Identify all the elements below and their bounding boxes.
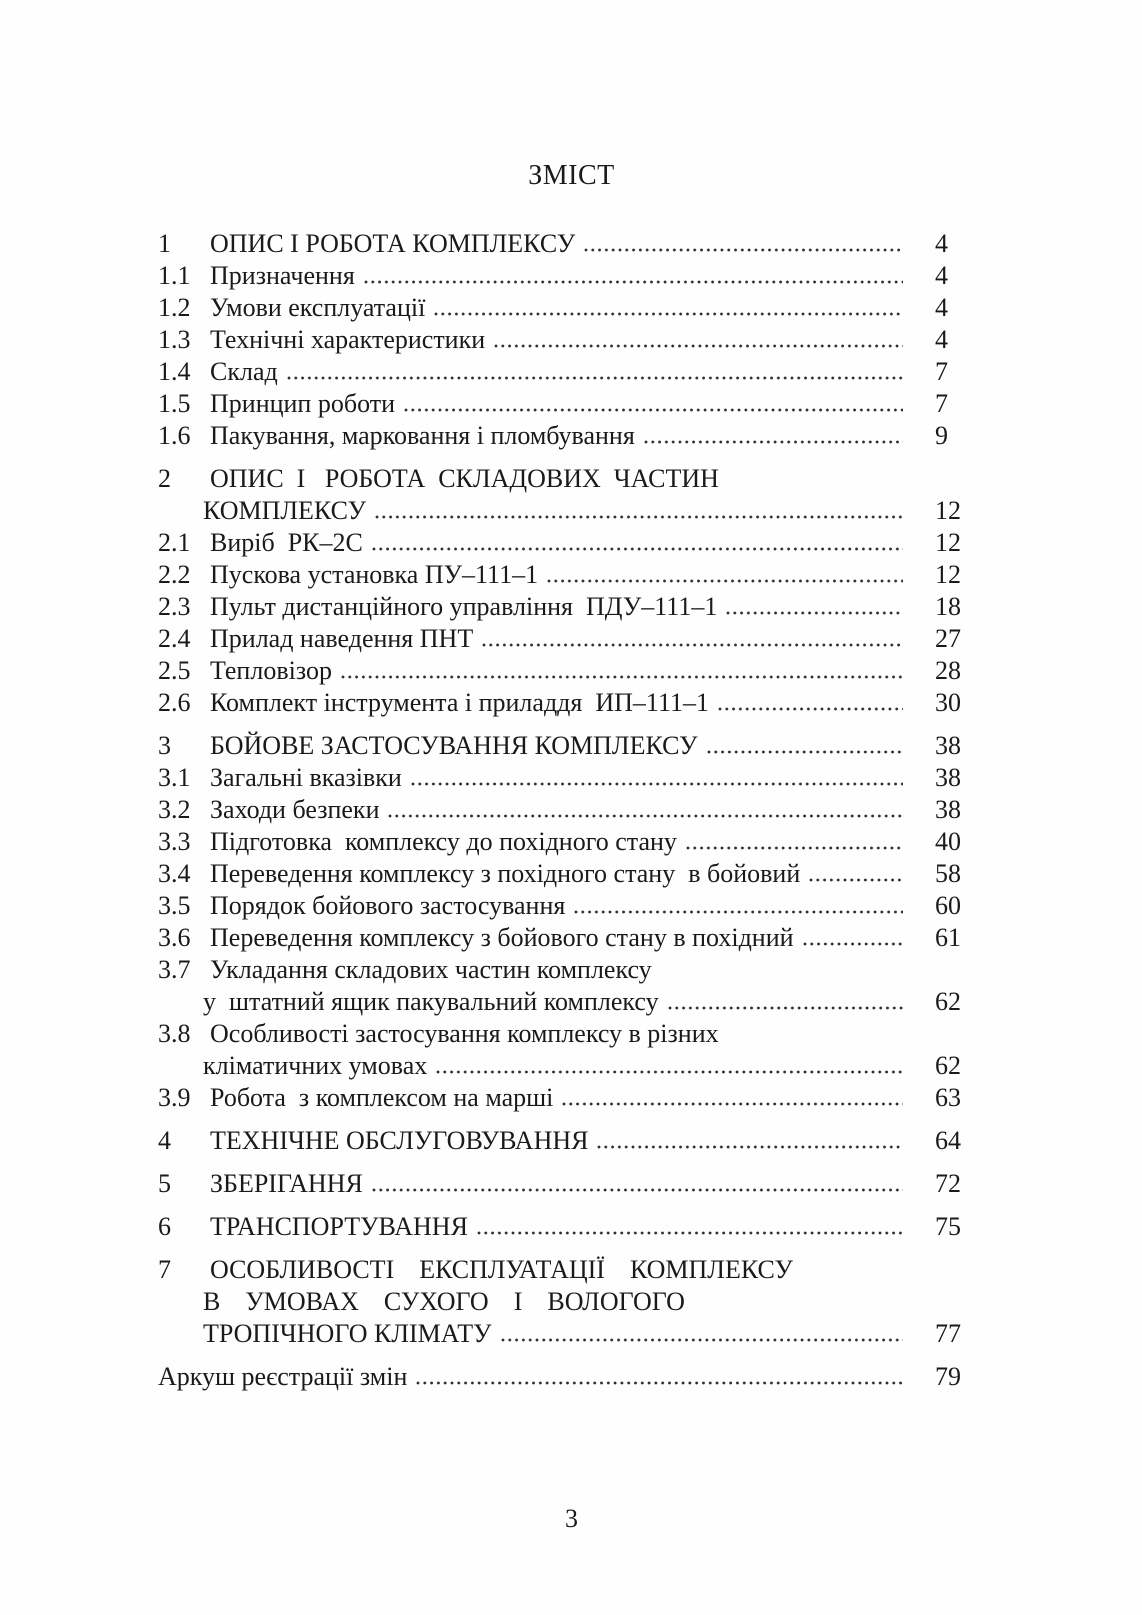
toc-entry-number: 1.6	[158, 421, 191, 450]
dot-leader	[494, 344, 903, 348]
toc-entry-title: ОСОБЛИВОСТІ ЕКСПЛУАТАЦІЇ КОМПЛЕКСУ	[210, 1255, 793, 1284]
toc-entry-page: 61	[935, 923, 961, 952]
toc-row-2-6	[158, 687, 985, 719]
toc-entry-page: 60	[935, 891, 961, 920]
toc-entry-number: 7	[158, 1255, 171, 1284]
toc-row-4	[158, 1125, 985, 1157]
toc-entry-page: 12	[935, 560, 961, 589]
toc-entry-page: 72	[935, 1169, 961, 1198]
toc-row-3-9	[158, 1082, 985, 1114]
toc-entry-number: 1.3	[158, 325, 191, 354]
dot-leader	[416, 1381, 903, 1385]
toc-entry-number: 1.1	[158, 261, 191, 290]
toc-entry-number: 3.6	[158, 923, 191, 952]
toc-entry-page: 4	[935, 293, 948, 322]
toc-row-1-3	[158, 324, 985, 356]
toc-entry-page: 38	[935, 795, 961, 824]
table-of-contents	[158, 228, 985, 1393]
toc-entry-title: ЗБЕРІГАННЯ	[210, 1169, 363, 1198]
toc-row-2-3	[158, 591, 985, 623]
dot-leader	[809, 878, 903, 882]
dot-leader	[668, 1006, 903, 1010]
toc-entry-number: 1	[158, 229, 171, 258]
toc-entry-number: 3.1	[158, 763, 191, 792]
toc-entry-title: Тепловізор	[210, 656, 332, 685]
toc-entry-number: 2.2	[158, 560, 191, 589]
toc-entry-page: 77	[935, 1319, 961, 1348]
toc-row-3-8-cont	[158, 1050, 985, 1082]
dot-leader	[584, 248, 903, 252]
toc-row-2-2	[158, 559, 985, 591]
page-title: ЗМІСТ	[528, 160, 615, 191]
toc-row-7-cont-2	[158, 1318, 985, 1350]
toc-entry-number: 3	[158, 731, 171, 760]
dot-leader	[372, 1188, 903, 1192]
toc-entry-page: 40	[935, 827, 961, 856]
toc-entry-number: 3.5	[158, 891, 191, 920]
toc-entry-title: БОЙОВЕ ЗАСТОСУВАННЯ КОМПЛЕКСУ	[210, 731, 698, 760]
page-number: 3	[565, 1504, 578, 1533]
dot-leader	[562, 1102, 903, 1106]
toc-entry-number: 4	[158, 1126, 171, 1155]
toc-entry-title: Переведення комплексу з похідного стану в бойовий	[210, 859, 801, 888]
toc-entry-title: Загальні вказівки	[210, 763, 402, 792]
toc-entry-title: Принцип роботи	[210, 389, 396, 418]
dot-leader	[574, 910, 903, 914]
dot-leader	[287, 376, 903, 380]
dot-leader	[404, 408, 903, 412]
toc-entry-page: 12	[935, 528, 961, 557]
toc-entry-title: Заходи безпеки	[210, 795, 380, 824]
toc-entry-title: Робота з комплексом на марші	[210, 1083, 554, 1112]
toc-entry-number: 2.3	[158, 592, 191, 621]
page-footer	[158, 1503, 985, 1535]
toc-entry-title: В УМОВАХ СУХОГО І ВОЛОГОГО	[203, 1287, 685, 1316]
toc-entry-title: Пакування, марковання і пломбування	[210, 421, 635, 450]
toc-row-3	[158, 730, 985, 762]
toc-row-1-2	[158, 292, 985, 324]
toc-entry-page: 28	[935, 656, 961, 685]
toc-entry-page: 64	[935, 1126, 961, 1155]
toc-entry-page: 58	[935, 859, 961, 888]
toc-entry-page: 9	[935, 421, 948, 450]
toc-entry-number: 3.3	[158, 827, 191, 856]
toc-entry-page: 75	[935, 1212, 961, 1241]
toc-row-2-1	[158, 527, 985, 559]
toc-row-2-5	[158, 655, 985, 687]
toc-row-1-1	[158, 260, 985, 292]
toc-entry-page: 79	[935, 1362, 961, 1391]
toc-entry-title: ОПИС І РОБОТА СКЛАДОВИХ ЧАСТИН	[210, 464, 719, 493]
toc-entry-title: Підготовка комплексу до похідного стану	[210, 827, 677, 856]
dot-leader	[388, 814, 903, 818]
toc-entry-page: 38	[935, 763, 961, 792]
toc-entry-page: 38	[935, 731, 961, 760]
toc-row-2-4	[158, 623, 985, 655]
toc-entry-title: Технічні характеристики	[210, 325, 486, 354]
toc-entry-number: 1.5	[158, 389, 191, 418]
toc-row-3-6	[158, 922, 985, 954]
toc-entry-number: 2.1	[158, 528, 191, 557]
toc-entry-title: ТЕХНІЧНЕ ОБСЛУГОВУВАННЯ	[210, 1126, 589, 1155]
dot-leader	[547, 579, 903, 583]
dot-leader	[686, 846, 903, 850]
toc-entry-number: 2.6	[158, 688, 191, 717]
toc-row-3-2	[158, 794, 985, 826]
toc-entry-number: 3.9	[158, 1083, 191, 1112]
toc-entry-title: Прилад наведення ПНТ	[210, 624, 474, 653]
toc-entry-page: 63	[935, 1083, 961, 1112]
dot-leader	[726, 611, 903, 615]
toc-entry-title: Склад	[210, 357, 278, 386]
toc-row-7-cont-1	[158, 1286, 985, 1318]
toc-entry-page: 62	[935, 987, 961, 1016]
toc-entry-number: 6	[158, 1212, 171, 1241]
dot-leader	[477, 1231, 903, 1235]
toc-entry-title: Порядок бойового застосування	[210, 891, 566, 920]
toc-entry-number: 3.2	[158, 795, 191, 824]
toc-entry-title: Виріб РК–2С	[210, 528, 363, 557]
toc-row-3-7-cont	[158, 986, 985, 1018]
toc-entry-number: 2.4	[158, 624, 191, 653]
toc-entry-page: 4	[935, 229, 948, 258]
toc-entry-page: 4	[935, 325, 948, 354]
dot-leader	[707, 750, 903, 754]
toc-row-3-8	[158, 1018, 985, 1050]
toc-entry-page: 18	[935, 592, 961, 621]
toc-entry-page: 12	[935, 496, 961, 525]
toc-entry-title: Особливості застосування комплексу в різних	[210, 1019, 719, 1048]
toc-entry-page: 27	[935, 624, 961, 653]
dot-leader	[411, 782, 903, 786]
dot-leader	[341, 675, 903, 679]
toc-entry-page: 30	[935, 688, 961, 717]
toc-row-2-cont	[158, 495, 985, 527]
toc-row-6	[158, 1211, 985, 1243]
toc-entry-title: КОМПЛЕКСУ	[203, 496, 366, 525]
toc-row-registration-sheet	[158, 1361, 985, 1393]
toc-row-5	[158, 1168, 985, 1200]
toc-entry-title: ОПИС І РОБОТА КОМПЛЕКСУ	[210, 229, 576, 258]
toc-entry-number: 3.4	[158, 859, 191, 888]
toc-entry-title: у штатний ящик пакувальний комплексу	[203, 987, 659, 1016]
toc-entry-number: 1.4	[158, 357, 191, 386]
dot-leader	[501, 1338, 903, 1342]
dot-leader	[364, 280, 903, 284]
dot-leader	[434, 312, 903, 316]
toc-row-1-6	[158, 420, 985, 452]
toc-row-3-3	[158, 826, 985, 858]
dot-leader	[482, 643, 903, 647]
toc-entry-title: Пульт дистанційного управління ПДУ–111–1	[210, 592, 718, 621]
dot-leader	[718, 707, 903, 711]
toc-entry-page: 4	[935, 261, 948, 290]
toc-entry-number: 1.2	[158, 293, 191, 322]
toc-entry-title: Переведення комплексу з бойового стану в похідний	[210, 923, 794, 952]
toc-entry-number: 3.8	[158, 1019, 191, 1048]
toc-row-1-4	[158, 356, 985, 388]
toc-row-3-5	[158, 890, 985, 922]
toc-entry-title: Укладання складових частин комплексу	[210, 955, 652, 984]
toc-row-3-1	[158, 762, 985, 794]
toc-entry-title: Аркуш реєстрації змін	[158, 1362, 408, 1391]
dot-leader	[803, 942, 903, 946]
toc-entry-number: 2.5	[158, 656, 191, 685]
toc-entry-page: 7	[935, 357, 948, 386]
toc-entry-page: 62	[935, 1051, 961, 1080]
dot-leader	[375, 515, 903, 519]
dot-leader	[644, 440, 903, 444]
dot-leader	[372, 547, 903, 551]
toc-entry-title: ТРАНСПОРТУВАННЯ	[210, 1212, 468, 1241]
toc-entry-title: кліматичних умовах	[203, 1051, 428, 1080]
toc-row-1	[158, 228, 985, 260]
toc-row-3-4	[158, 858, 985, 890]
toc-entry-title: Умови експлуатації	[210, 293, 426, 322]
toc-row-3-7	[158, 954, 985, 986]
toc-entry-title: ТРОПІЧНОГО КЛІМАТУ	[203, 1319, 492, 1348]
dot-leader	[436, 1070, 903, 1074]
dot-leader	[597, 1145, 903, 1149]
toc-entry-page: 7	[935, 389, 948, 418]
toc-entry-number: 5	[158, 1169, 171, 1198]
toc-entry-number: 3.7	[158, 955, 191, 984]
toc-entry-title: Комплект інструмента і приладдя ИП–111–1	[210, 688, 709, 717]
toc-row-1-5	[158, 388, 985, 420]
toc-entry-number: 2	[158, 464, 171, 493]
toc-row-7	[158, 1254, 985, 1286]
toc-entry-title: Пускова установка ПУ–111–1	[210, 560, 539, 589]
toc-entry-title: Призначення	[210, 261, 355, 290]
toc-row-2	[158, 463, 985, 495]
